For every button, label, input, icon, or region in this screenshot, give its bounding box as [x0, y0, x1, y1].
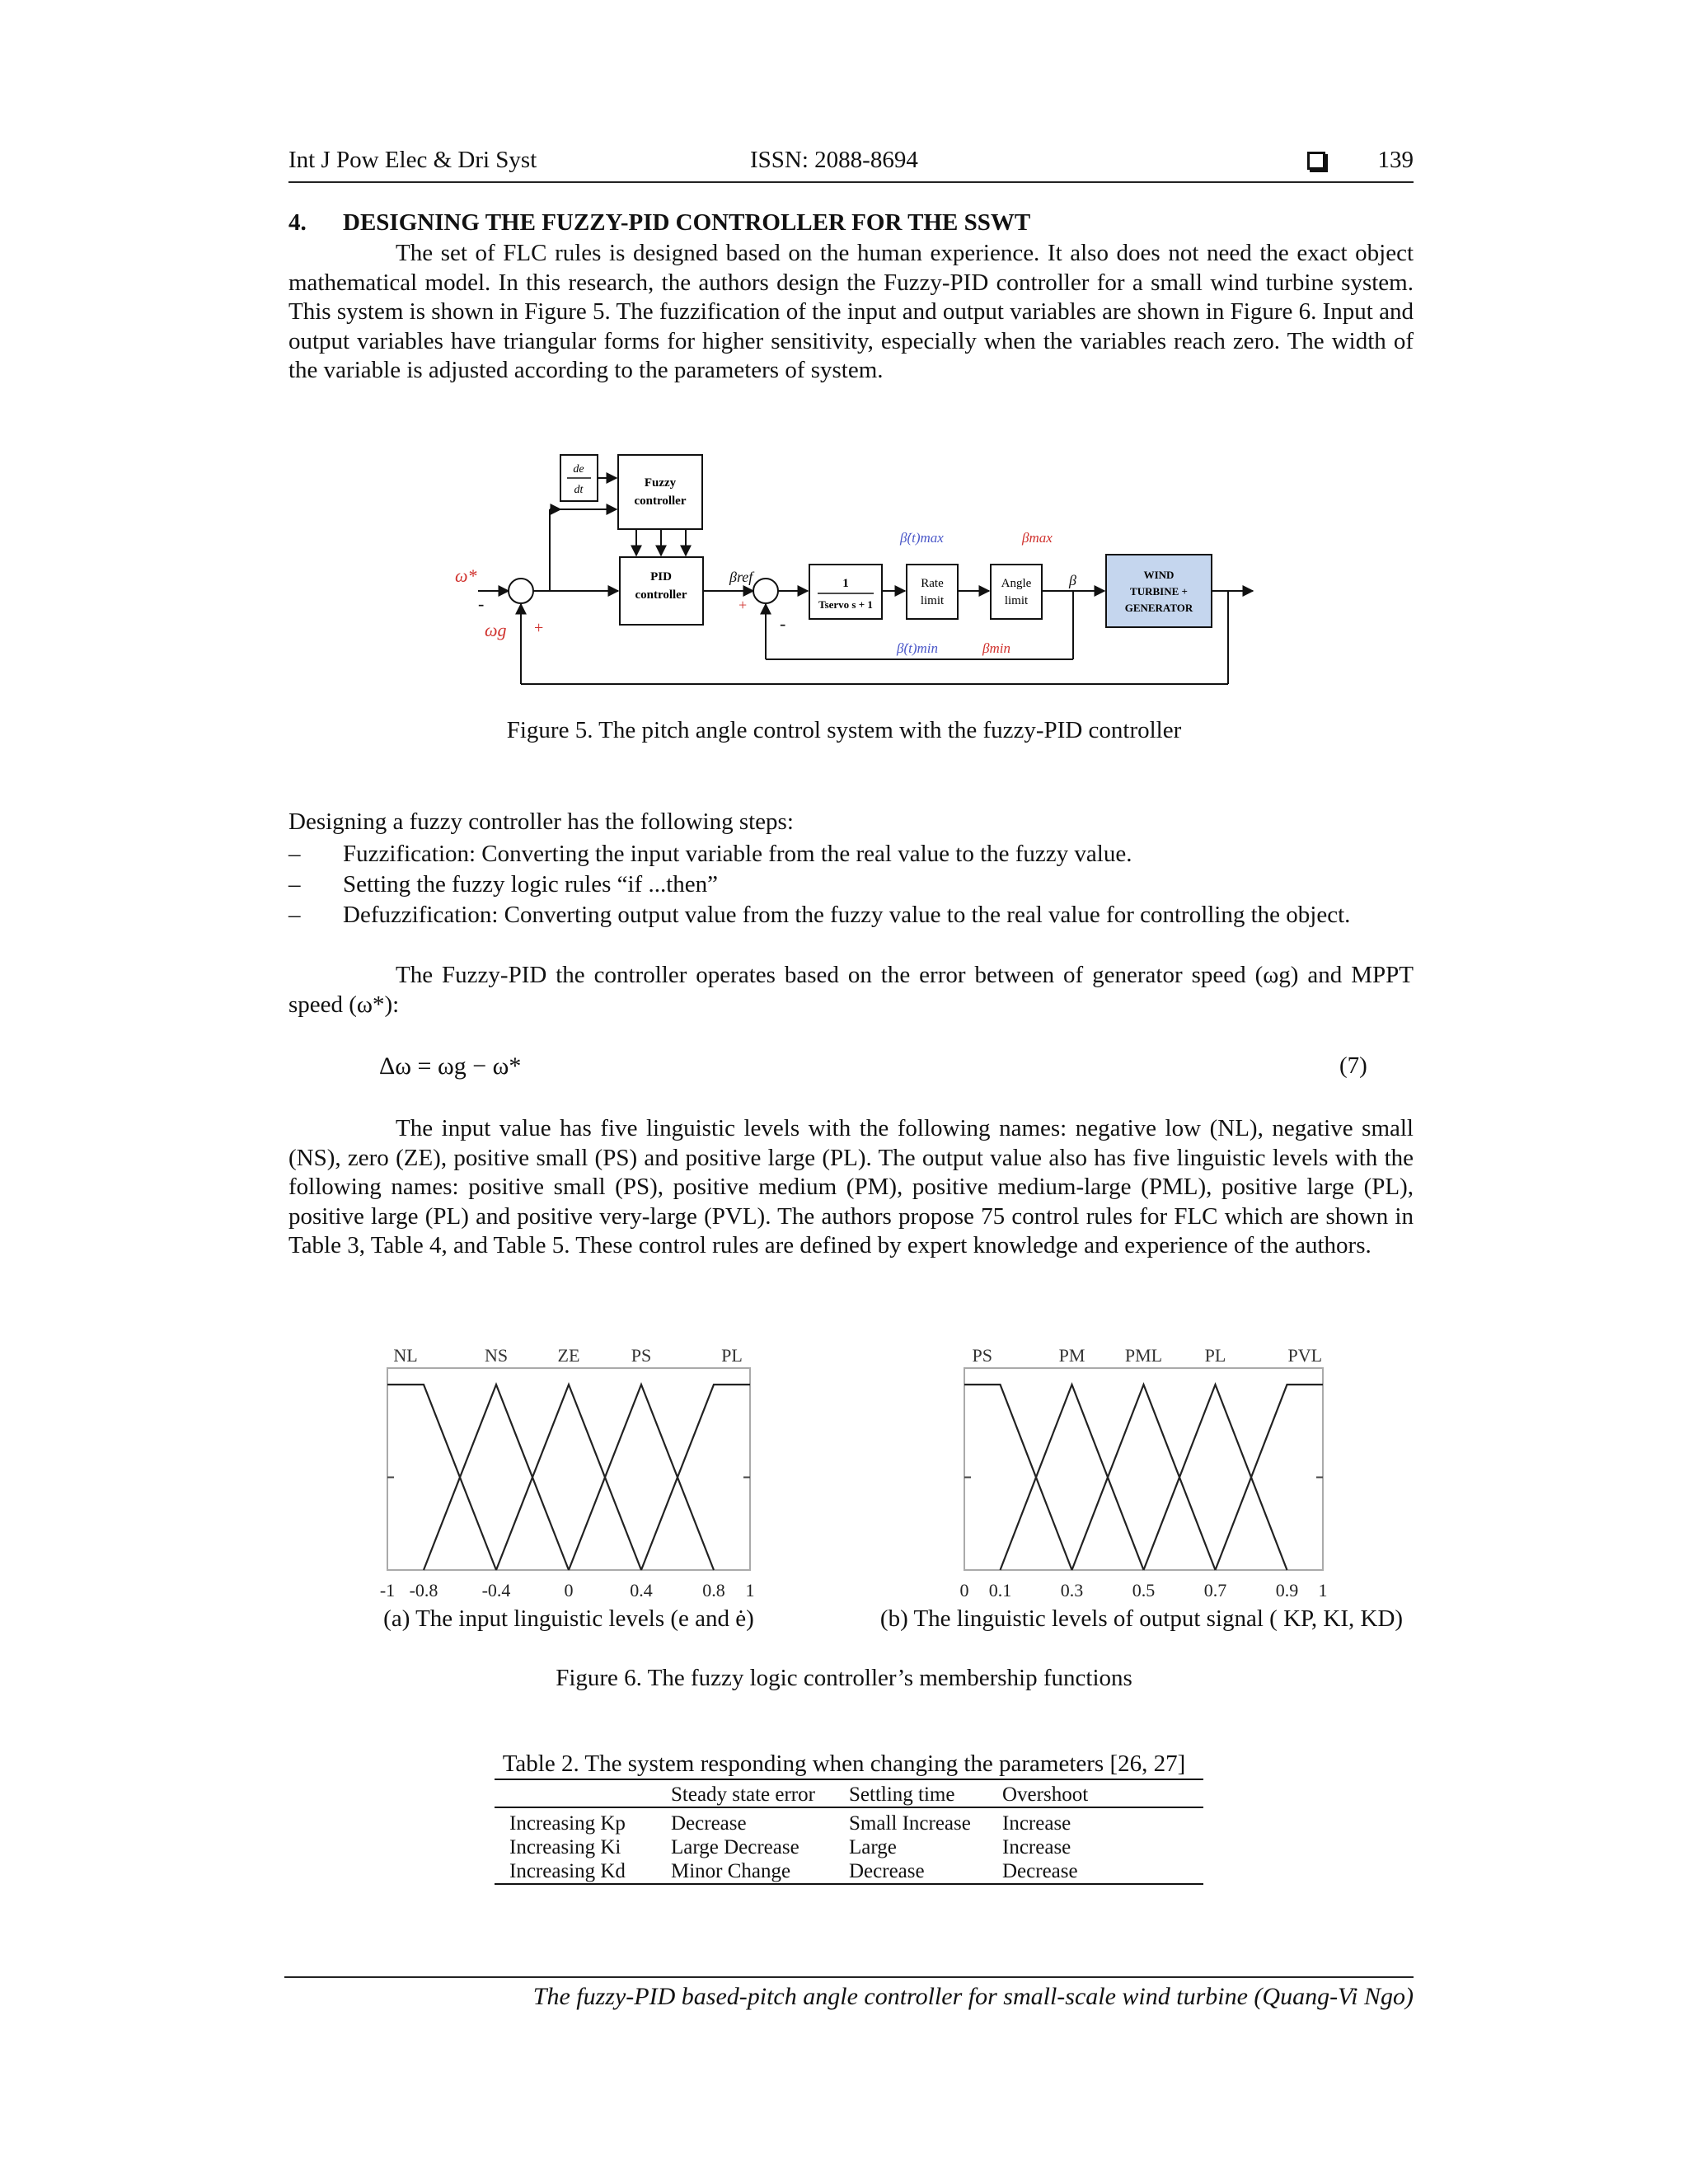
- table-cell: Increase: [1002, 1836, 1071, 1858]
- page-number: 139: [1377, 147, 1414, 173]
- sum-junction-2: [753, 579, 778, 603]
- membership-pm: [1001, 1385, 1144, 1570]
- fuzzy-label-2: controller: [634, 494, 687, 508]
- table-cell: Increasing Ki: [509, 1836, 621, 1858]
- membership-ps: [964, 1385, 1072, 1570]
- chart-a-caption: (a) The input linguistic levels (e and ė): [383, 1605, 754, 1632]
- pid-label-2: controller: [635, 588, 687, 602]
- minus-sign-1: -: [478, 593, 485, 614]
- equation-7: Δω = ωg − ω*: [379, 1052, 522, 1080]
- table-cell: Large Decrease: [671, 1836, 799, 1858]
- membership-pl: [1144, 1385, 1287, 1570]
- wt-label-1: WIND: [1143, 569, 1175, 581]
- section-title: DESIGNING THE FUZZY-PID CONTROLLER FOR THE SSWT: [343, 209, 1031, 236]
- series-label: NS: [484, 1345, 509, 1366]
- table-cell: Increasing Kp: [509, 1812, 626, 1835]
- series-label: PML: [1124, 1345, 1163, 1366]
- series-label: PL: [721, 1345, 743, 1366]
- table-row: [495, 1835, 1203, 1859]
- output-membership-chart: [948, 1343, 1343, 1607]
- beta-max-label: βmax: [1022, 530, 1053, 546]
- input-membership-chart: [363, 1343, 775, 1607]
- table-cell: Minor Change: [671, 1860, 791, 1882]
- section-heading: [288, 209, 1030, 237]
- table-header-row: [495, 1783, 1203, 1807]
- de-label: de: [573, 463, 584, 476]
- series-label: NL: [393, 1345, 418, 1366]
- membership-pvl: [1216, 1385, 1324, 1570]
- omega-g-label: ωg: [485, 620, 507, 640]
- series-label: PL: [1204, 1345, 1226, 1366]
- equation-number: (7): [1339, 1052, 1367, 1079]
- x-tick-label: -1: [379, 1580, 396, 1601]
- figure-5-caption: Figure 5. The pitch angle control system with the fuzzy-PID controller: [506, 717, 1182, 743]
- page-header: [288, 145, 1414, 183]
- table-cell: Large: [849, 1836, 897, 1858]
- plot-frame: [964, 1368, 1323, 1570]
- step-item: [288, 839, 1414, 869]
- paragraph-linguistic: The input value has five linguistic levels with the following names: negative low (NL), negative small (NS), zero (ZE), positive small (PS) and positive large (PL). The output value also has five linguistic levels with the following names: positive small (PS), positive medium (PM), positive medium-large (PML), positive large (PL), positive large (PL) and positive very-large (PVL). The authors propose 75 control rules for FLC which are shown in Table 3, Table 4, and Table 5. These control rules are defined by expert knowledge and experience of the authors.: [288, 1115, 1414, 1258]
- plus-sign-1: +: [534, 619, 544, 637]
- table-cell: Increasing Kd: [509, 1860, 626, 1882]
- beta-dot-max-label: β̇(t)max: [900, 530, 944, 546]
- section-number: 4.: [288, 209, 307, 236]
- x-tick-label: 0.3: [1060, 1580, 1084, 1601]
- rate-label-1: Rate: [921, 577, 944, 590]
- table-cell: Decrease: [671, 1812, 747, 1835]
- x-tick-label: 0.4: [630, 1580, 653, 1601]
- angle-label-2: limit: [1004, 594, 1029, 607]
- parameter-response-table: [495, 1783, 1203, 1885]
- tf-denominator: Tservo s + 1: [818, 598, 873, 611]
- wt-label-3: GENERATOR: [1124, 602, 1193, 614]
- beta-min-label: βmin: [982, 640, 1010, 656]
- series-label: PM: [1058, 1345, 1085, 1366]
- x-tick-label: 0: [564, 1580, 574, 1601]
- dt-label: dt: [574, 484, 584, 496]
- bullet-dash-icon: –: [288, 902, 301, 928]
- step-text: Defuzzification: Converting output value from the fuzzy value to the real value for controlling the object.: [343, 902, 1351, 928]
- series-label: PS: [972, 1345, 992, 1366]
- fuzzy-label-1: Fuzzy: [644, 476, 677, 490]
- x-tick-label: 0.7: [1203, 1580, 1227, 1601]
- plot-frame: [387, 1368, 750, 1570]
- plus-sign-2: +: [738, 597, 748, 613]
- step-text: Setting the fuzzy logic rules “if ...then”: [343, 871, 718, 898]
- table-cell: Small Increase: [849, 1812, 971, 1835]
- series-label: PVL: [1287, 1345, 1323, 1366]
- table-2-caption: Table 2. The system responding when changing the parameters [26, 27]: [502, 1750, 1186, 1777]
- step-item: [288, 869, 1414, 900]
- bullet-dash-icon: –: [288, 841, 301, 867]
- membership-ns: [424, 1385, 569, 1570]
- membership-pml: [1072, 1385, 1216, 1570]
- table-row: [495, 1807, 1203, 1835]
- x-tick-label: 0.9: [1275, 1580, 1299, 1601]
- table-header-cell: Steady state error: [671, 1783, 815, 1806]
- table-header-cell: Overshoot: [1002, 1783, 1089, 1806]
- x-tick-label: -0.4: [481, 1580, 511, 1601]
- beta-dot-min-label: β̇(t)min: [897, 640, 939, 656]
- minus-sign-2: -: [780, 613, 786, 634]
- step-text: Fuzzification: Converting the input variable from the real value to the fuzzy value.: [343, 841, 1132, 867]
- table-cell: Increase: [1002, 1812, 1071, 1835]
- paragraph-intro: The set of FLC rules is designed based on the human experience. It also does not need the exact object mathematical model. In this research, the authors design the Fuzzy-PID controller for a small wind turbine system. This system is shown in Figure 5. The fuzzification of the input and output variables are shown in Figure 6. Input and output variables have triangular forms for higher sensitivity, especially when the variables reach zero. The width of the variable is adjusted according to the parameters of system.: [288, 240, 1414, 383]
- table-cell: Decrease: [1002, 1860, 1078, 1882]
- table-header-cell: [495, 1783, 656, 1807]
- beta-ref-label: βref: [729, 569, 753, 585]
- series-label: ZE: [557, 1345, 580, 1366]
- checkbox-icon: [1307, 152, 1325, 170]
- angle-limit-block: [991, 565, 1042, 619]
- x-tick-label: 0.5: [1132, 1580, 1156, 1601]
- footer-rule: [284, 1976, 1414, 1978]
- fuzzy-controller-block: [618, 455, 702, 529]
- steps-intro: Designing a fuzzy controller has the following steps:: [288, 808, 794, 835]
- x-tick-label: -0.8: [409, 1580, 438, 1601]
- series-label: PS: [631, 1345, 652, 1366]
- table-top-rule: [495, 1779, 1203, 1780]
- beta-label: β: [1069, 572, 1076, 588]
- pid-label-1: PID: [650, 570, 672, 583]
- servo-transfer-block: [809, 565, 882, 619]
- x-tick-label: 1: [1318, 1580, 1328, 1601]
- table-header-cell: Settling time: [849, 1783, 955, 1806]
- running-footer: The fuzzy-PID based-pitch angle controller for small-scale wind turbine (Quang-Vi Ngo): [532, 1983, 1414, 2010]
- issn: ISSN: 2088-8694: [750, 147, 918, 173]
- pitch-control-diagram: [445, 445, 1269, 692]
- rate-label-2: limit: [920, 594, 945, 607]
- paragraph-error: The Fuzzy-PID the controller operates based on the error between of generator speed (ωg) and MPPT speed (ω*):: [288, 962, 1414, 1018]
- x-tick-label: 0.8: [702, 1580, 725, 1601]
- journal-name: Int J Pow Elec & Dri Syst: [288, 147, 537, 173]
- angle-label-1: Angle: [1001, 577, 1032, 590]
- step-item: [288, 900, 1414, 961]
- omega-star-label: ω*: [455, 565, 477, 586]
- x-tick-label: 0: [959, 1580, 969, 1601]
- membership-ps: [569, 1385, 714, 1570]
- rate-limit-block: [907, 565, 958, 619]
- figure-6-caption: Figure 6. The fuzzy logic controller’s membership functions: [556, 1665, 1132, 1691]
- x-tick-label: 1: [745, 1580, 755, 1601]
- table-cell: Decrease: [849, 1860, 925, 1882]
- bullet-dash-icon: –: [288, 871, 301, 898]
- x-tick-label: 0.1: [988, 1580, 1012, 1601]
- sum-junction-1: [509, 579, 533, 603]
- membership-nl: [387, 1385, 496, 1570]
- membership-ze: [496, 1385, 641, 1570]
- tf-numerator: 1: [842, 577, 849, 590]
- wt-label-2: TURBINE +: [1130, 585, 1188, 598]
- chart-b-caption: (b) The linguistic levels of output signal ( KP, KI, KD): [879, 1605, 1404, 1632]
- membership-pl: [641, 1385, 750, 1570]
- table-row: [495, 1859, 1203, 1884]
